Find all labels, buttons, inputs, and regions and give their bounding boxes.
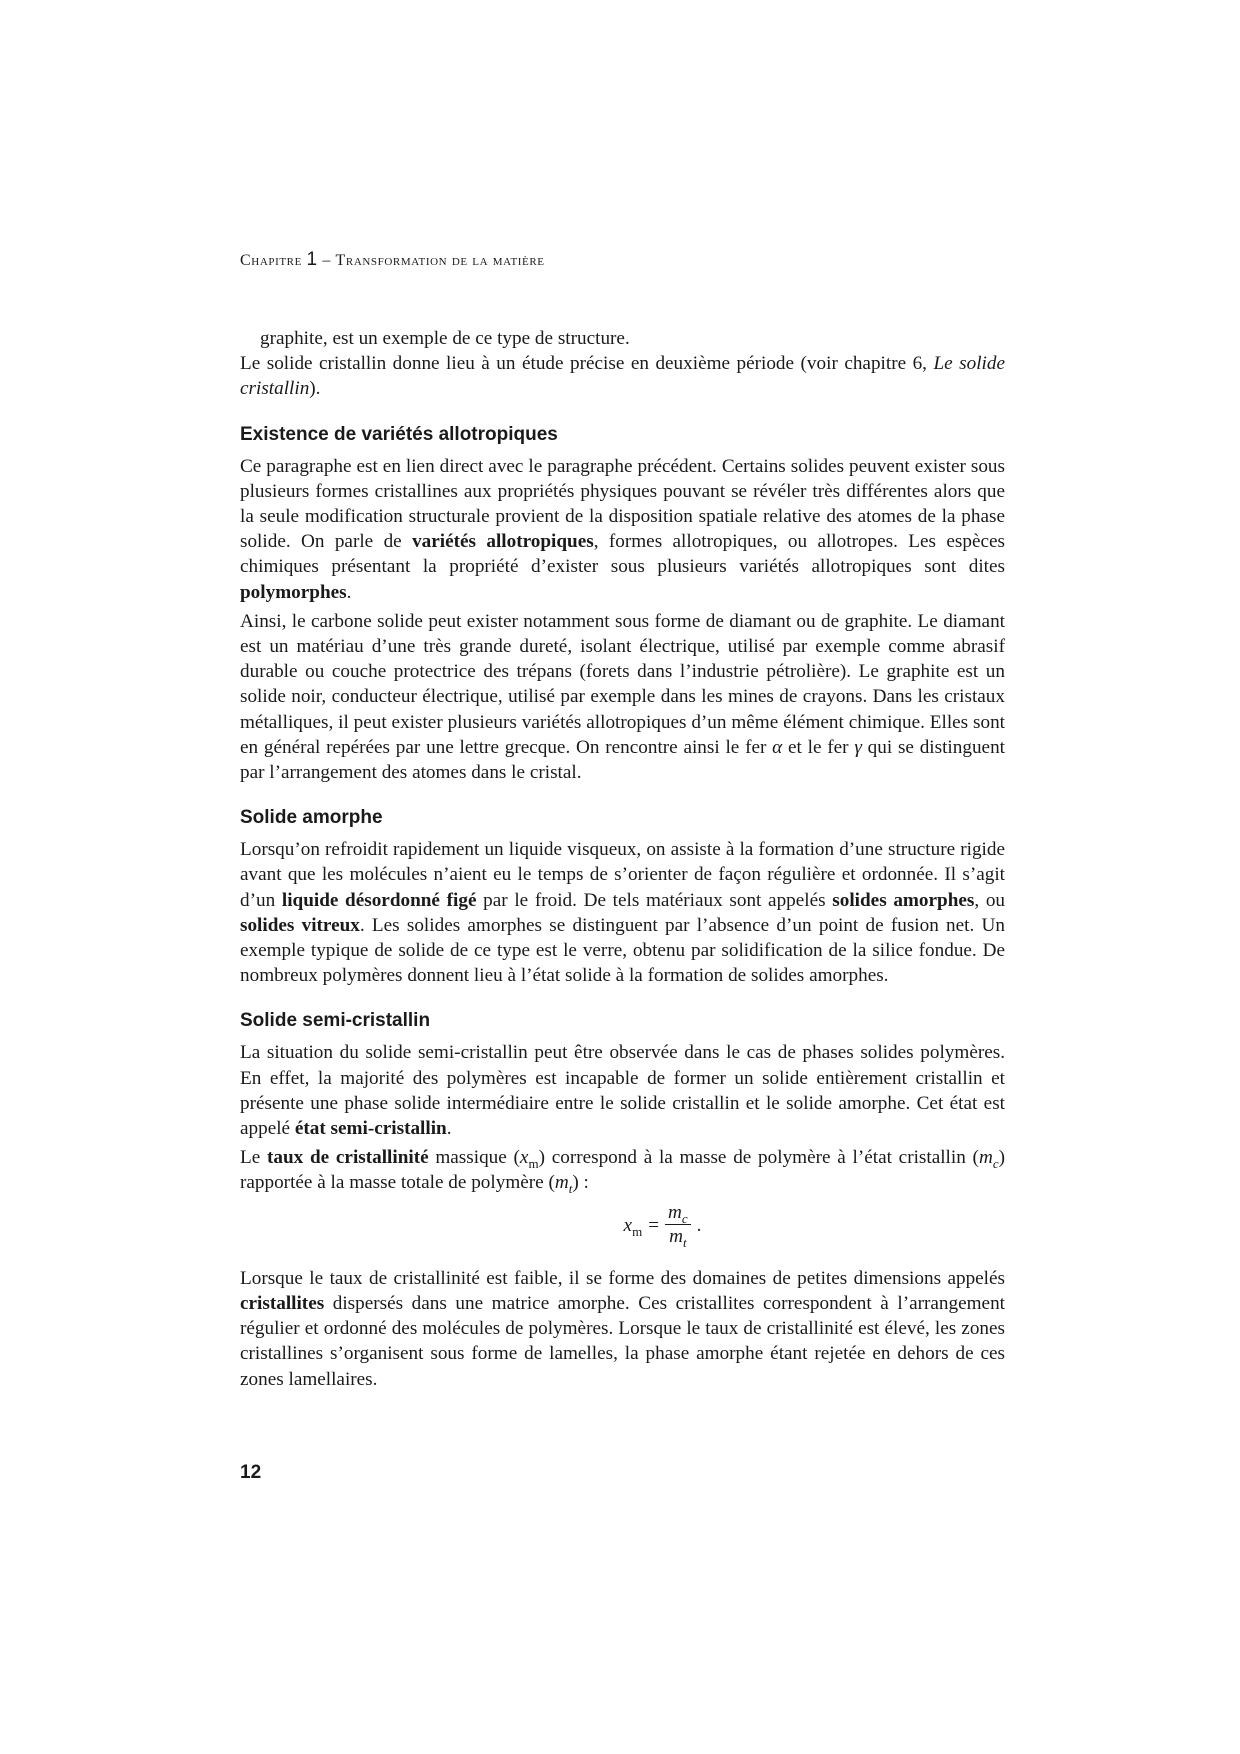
formula-fraction: $\frac{m_c}{m_t}$ (665, 1202, 691, 1249)
semicrystalline-paragraph-2: Le taux de cristallinité massique $(x_m)$ correspond à la masse de polymère à l’état cristallin $(m_c)$ rapportée à la masse totale de polymère $(m_t)$ : (240, 1147, 1005, 1197)
semicrystalline-paragraph-3: Lorsque le taux de cristallinité est faible, il se forme des domaines de petites dimensions appelés cristallites dispersés dans une matrice amorphe. Ces cristallites correspondent à l’arrangement régulier et ordonné des molécules de polymères. Lorsque le taux de cristallinité est élevé, les zones cristallines s’organisent sous forme de lamelles, la phase amorphe étant rejetée en dehors de ces zones lamellaires. (240, 1267, 1005, 1390)
chapter-reference: Le solide cristallin (240, 353, 1005, 400)
heading-semicrystalline: Solide semi-cristallin (240, 1010, 431, 1032)
intro-line: graphite, est un exemple de ce type de structure. (260, 328, 630, 349)
heading-amorphous: Solide amorphe (240, 807, 383, 829)
term-polymorphs: polymorphes (240, 581, 347, 603)
term-crystallinity-rate: taux de cristallinité (266, 1147, 429, 1169)
running-header (240, 249, 545, 271)
page-number: 12 (240, 1462, 262, 1483)
term-amorphous-solids: solides amorphes (832, 889, 975, 911)
amorphous-paragraph: Lorsqu’on refroidit rapidement un liquide visqueux, on assiste à la formation d’une structure rigide avant que les molécules n’aient eu le temps de s’orienter de façon régulière et ordonnée. Il s’agit d’un liquide désordonné figé par le froid. De tels matériaux sont appelés solides amorphes, ou solides vitreux. Les solides amorphes se distinguent par l’absence d’un point de fusion net. Un exemple typique de solide de ce type est le verre, obtenu par solidification de la silice fondue. De nombreux polymères donnent lieu à l’état solide à la formation de solides amorphes. (240, 839, 1006, 987)
heading-allotropes: Existence de variétés allotropiques (240, 423, 558, 445)
alpha-symbol: α (772, 736, 783, 758)
allotropes-paragraph-1: Ce paragraphe est en lien direct avec le paragraphe précédent. Certains solides peuvent exister sous plusieurs formes cristallines aux propriétés physiques pouvant se révéler très différentes alors que la seule modification structurale provient de la disposition spatiale relative des atomes de la phase solide. On parle de variétés allotropiques, formes allotropiques, ou allotropes. Les espèces chimiques présentant la propriété d’exister sous plusieurs variétés allotropiques sont dites polymorphes. (240, 455, 1005, 603)
term-crystallites: cristallites (240, 1292, 325, 1314)
intro-paragraph: Le solide cristallin donne lieu à un étude précise en deuxième période (voir chapitre 6, Le solide cristallin). (240, 353, 1005, 400)
chapter-word: Chapitre (240, 252, 302, 269)
gamma-symbol: γ (854, 736, 862, 758)
term-allotropic-varieties: variétés allotropiques (412, 531, 594, 553)
term-vitreous-solids: solides vitreux (240, 914, 360, 936)
chapter-title: Transformation de la matière (335, 252, 545, 269)
header-dash: – (322, 252, 331, 269)
semicrystalline-paragraph-1: La situation du solide semi-cristallin peut être observée dans le cas de phases solides polymères. En effet, la majorité des polymères est incapable de former un solide entièrement cristallin et présente une phase solide intermédiaire entre le solide cristallin et le solide amorphe. Cet état est appelé état semi-cristallin. (240, 1042, 1005, 1140)
allotropes-paragraph-2: Ainsi, le carbone solide peut exister notamment sous forme de diamant ou de graphite. Le diamant est un matériau d’une très grande dureté, isolant électrique, utilisé par exemple comme abrasif durable ou couche protectrice des trépans (forets dans l’industrie pétrolière). Le graphite est un solide noir, conducteur électrique, utilisé par exemple dans les mines de crayons. Dans les cristaux métalliques, il peut exister plusieurs variétés allotropiques d’un même élément chimique. Elles sont en général repérées par une lettre grecque. On rencontre ainsi le fer α et le fer γ qui se distinguent par l’arrangement des atomes dans le cristal. (240, 610, 1005, 784)
term-semicrystalline-state: état semi-cristallin (294, 1118, 447, 1140)
body-text (240, 326, 1005, 1396)
term-frozen-liquid: liquide désordonné figé (281, 889, 477, 911)
crystallinity-formula: $x_m$ = $\frac{m_c}{m_t}$ . (623, 1201, 702, 1250)
chapter-number: 1 (306, 249, 318, 270)
